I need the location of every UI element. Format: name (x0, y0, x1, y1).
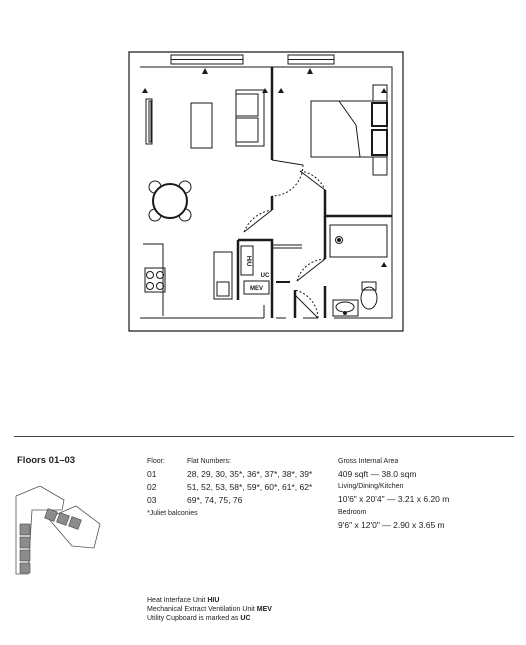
legend-hiu: Heat Interface Unit HIU (147, 597, 220, 604)
section-divider (14, 436, 514, 437)
windows (171, 55, 334, 64)
floor-column-label: Floor: (147, 458, 165, 465)
legend-mev: Mechanical Extract Ventilation Unit MEV (147, 606, 272, 613)
key-plan (14, 486, 114, 576)
ldk-value: 10'6" x 20'4" — 3.21 x 6.20 m (338, 494, 450, 504)
uc-label: UC (260, 273, 270, 279)
toilet (361, 282, 377, 309)
sofa (236, 90, 264, 146)
floor-row-3: 03 (147, 495, 157, 505)
flats-row-2: 51, 52, 53, 58*, 59*, 60*, 61*, 62* (187, 482, 313, 492)
ldk-label: Living/Dining/Kitchen (338, 483, 404, 490)
bedroom-value: 9'6" x 12'0" — 2.90 x 3.65 m (338, 520, 445, 530)
dining-table (149, 181, 191, 221)
legend-uc: Utility Cupboard is marked as UC (147, 615, 251, 622)
bathroom (330, 225, 387, 316)
gia-value: 409 sqft — 38.0 sqm (338, 469, 417, 479)
floor-row-2: 02 (147, 482, 157, 492)
hiu-label: HIU (245, 255, 251, 267)
juliet-note: *Juliet balconies (147, 510, 198, 517)
basin (333, 300, 358, 316)
flats-row-3: 69*, 74, 75, 76 (187, 495, 243, 505)
bed (311, 85, 387, 175)
bedroom-label: Bedroom (338, 509, 367, 516)
flats-row-1: 28, 29, 30, 35*, 36*, 37*, 38*, 39* (187, 469, 313, 479)
mev-label: MEV (249, 286, 264, 292)
kitchen (143, 244, 232, 316)
floors-heading: Floors 01–03 (17, 455, 76, 466)
gia-label: Gross Internal Area (338, 458, 399, 465)
bedroom-bottom-wall (325, 190, 392, 216)
flat-numbers-label: Flat Numbers: (187, 458, 231, 465)
floor-row-1: 01 (147, 469, 157, 479)
coffee-table (191, 103, 212, 148)
